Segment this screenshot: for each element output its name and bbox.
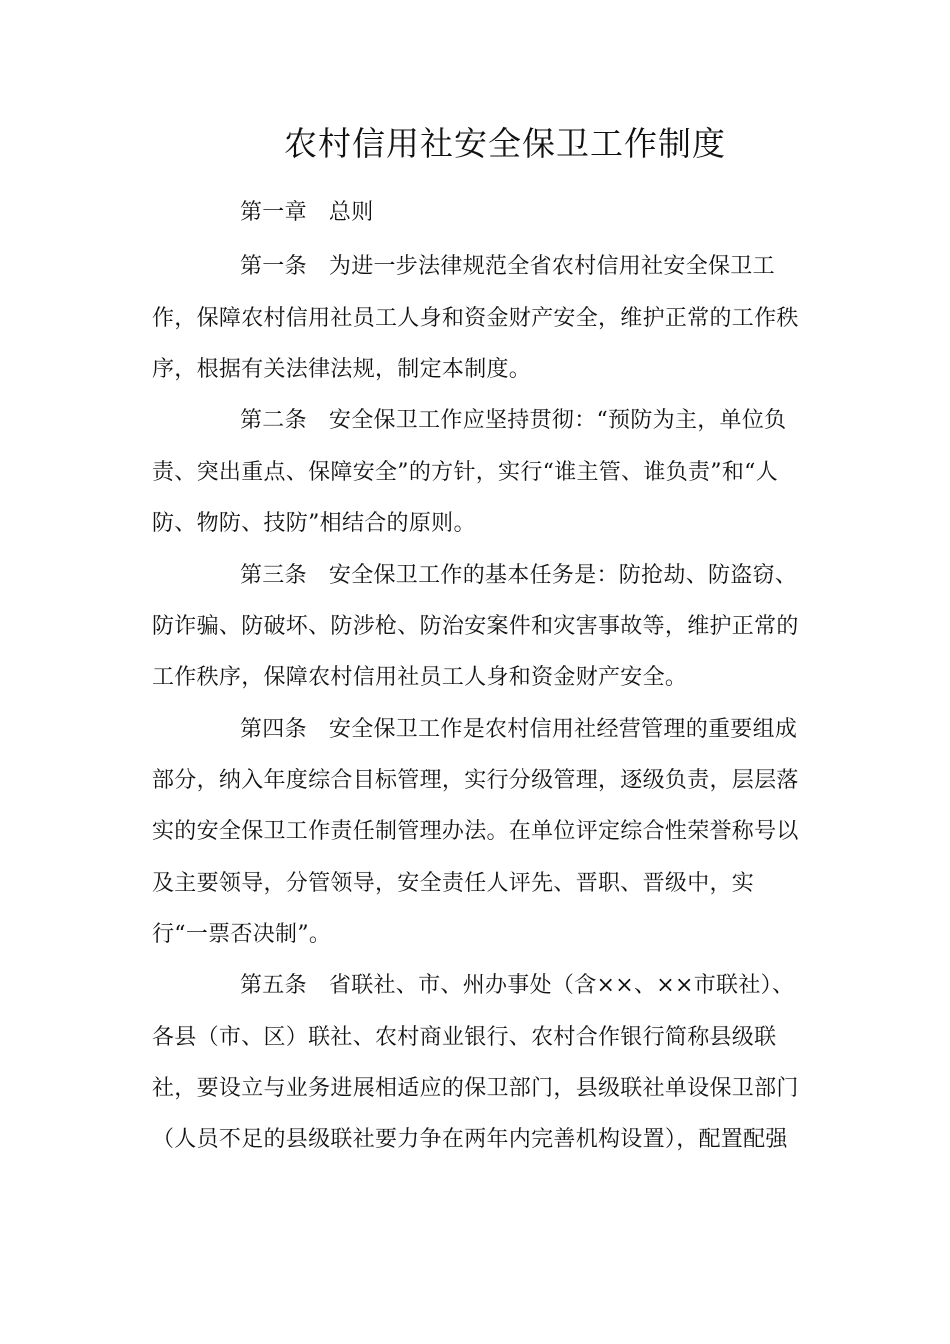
article-text: 安全保卫工作应坚持贯彻：“预防为主，单位负 <box>328 408 787 433</box>
article-4-first-line <box>240 715 797 745</box>
article-5-line-3: 社，要设立与业务进展相适应的保卫部门，县级联社单设保卫部门 <box>152 1076 799 1101</box>
article-3-line-3: 工作秩序，保障农村信用社员工人身和资金财产安全。 <box>152 665 688 690</box>
document-title: 农村信用社安全保卫工作制度 <box>284 124 726 163</box>
article-1-first-line <box>240 252 775 282</box>
article-5-line-2: 各县（市、区）联社、农村商业银行、农村合作银行简称县级联 <box>152 1025 777 1050</box>
article-4-line-2: 部分，纳入年度综合目标管理，实行分级管理，逐级负责，层层落 <box>152 768 799 793</box>
article-text: 安全保卫工作是农村信用社经营管理的重要组成 <box>328 717 798 742</box>
article-number: 第五条 <box>240 973 307 998</box>
article-2-line-2: 责、突出重点、保障安全”的方针，实行“谁主管、谁负责”和“人 <box>152 460 778 485</box>
article-5-line-4: （人员不足的县级联社要力争在两年内完善机构设置），配置配强 <box>152 1127 788 1152</box>
chapter-name: 总则 <box>328 200 374 225</box>
article-number: 第三条 <box>240 563 307 588</box>
article-1-line-3: 序，根据有关法律法规，制定本制度。 <box>152 357 532 382</box>
article-text: 安全保卫工作的基本任务是：防抢劫、防盗窃、 <box>328 563 798 588</box>
article-1-line-2: 作，保障农村信用社员工人身和资金财产安全，维护正常的工作秩 <box>152 306 799 331</box>
chapter-number: 第一章 <box>240 200 307 225</box>
article-4-line-5: 行“一票否决制”。 <box>152 922 332 947</box>
article-3-first-line <box>240 561 797 591</box>
article-2-line-3: 防、物防、技防”相结合的原则。 <box>152 511 476 536</box>
chapter-heading <box>240 198 374 228</box>
article-4-line-4: 及主要领导，分管领导，安全责任人评先、晋职、晋级中，实 <box>152 871 755 896</box>
article-5-first-line <box>240 971 794 1001</box>
article-text: 为进一步法律规范全省农村信用社安全保卫工 <box>328 254 775 279</box>
article-number: 第一条 <box>240 254 307 279</box>
article-text: 省联社、市、州办事处（含××、××市联社）、 <box>328 973 795 998</box>
article-number: 第二条 <box>240 408 307 433</box>
article-3-line-2: 防诈骗、防破坏、防涉枪、防治安案件和灾害事故等，维护正常的 <box>152 614 799 639</box>
article-4-line-3: 实的安全保卫工作责任制管理办法。在单位评定综合性荣誉称号以 <box>152 819 799 844</box>
article-number: 第四条 <box>240 717 307 742</box>
article-2-first-line <box>240 406 786 436</box>
